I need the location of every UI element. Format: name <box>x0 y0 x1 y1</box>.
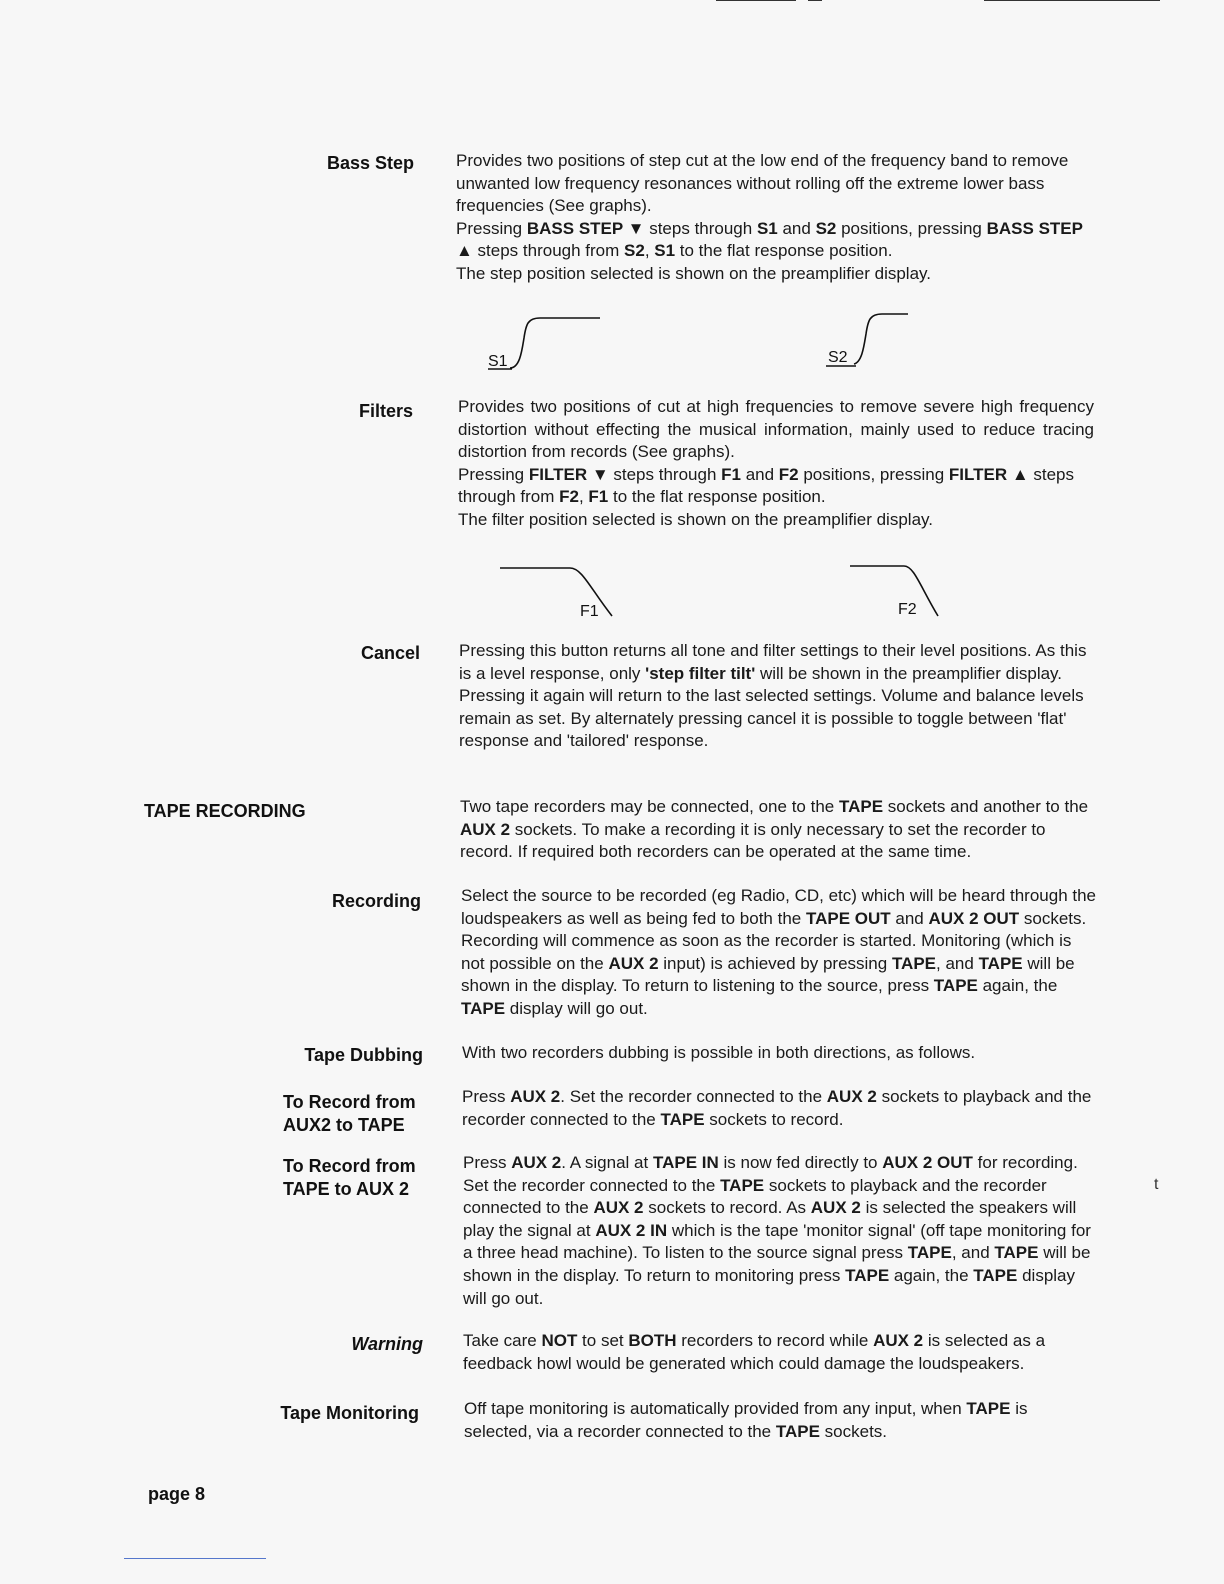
bold-term: FILTER ▼ <box>528 464 609 484</box>
bold-term: AUX 2 <box>826 1087 877 1106</box>
footer-rule <box>124 1558 266 1559</box>
bold-term: TAPE <box>891 953 937 973</box>
tape-dubbing-description: With two recorders dubbing is possible in both directions, as follows. <box>462 1043 976 1062</box>
bold-term: TAPE <box>660 1109 705 1129</box>
bold-term: AUX 2 IN <box>595 1220 668 1240</box>
recording-label: Recording <box>331 891 421 911</box>
cancel-label: Cancel <box>360 643 420 663</box>
warning-description: Take care NOT to set BOTH recorders to record while AUX 2 is selected as a feedback howl would be generated which could damage the loudspeakers. <box>463 1331 1046 1373</box>
bold-term: F1 <box>588 487 609 507</box>
tape-dubbing-label: Tape Dubbing <box>304 1045 423 1065</box>
bold-term: S2 <box>624 241 645 261</box>
bold-term: F1 <box>721 464 741 484</box>
tape-to-aux2-label: To Record from TAPE to AUX 2 <box>283 1156 416 1199</box>
tape-recording-heading: TAPE RECORDING <box>144 801 306 821</box>
filters-description: Provides two positions of cut at high frequencies to remove severe high frequency distortion without effecting the musical information, mainly used to reduce tracing distortion from records (See graphs). Pressing FILTER ▼ steps through F1 and F2 positions, pressing FILTER ▲ steps through from F2, F1 to the flat response position. The filter position selected is shown on the preamplifier display. <box>458 397 1094 529</box>
filter-f2-graph <box>846 556 956 620</box>
bold-term: TAPE <box>775 1421 820 1441</box>
page-number: page 8 <box>148 1484 206 1504</box>
f2-curve <box>850 566 938 616</box>
bold-term: TAPE <box>720 1175 765 1195</box>
s2-graph-label: S2 <box>828 349 848 366</box>
s2-curve <box>854 314 908 364</box>
scan-edge-line <box>808 0 822 1</box>
aux2-to-tape-label: To Record from AUX2 to TAPE <box>283 1092 416 1135</box>
f2-graph-label: F2 <box>898 601 917 618</box>
filters-label: Filters <box>358 401 413 421</box>
tape-to-aux2-description: Press AUX 2. A signal at TAPE IN is now fed directly to AUX 2 OUT for recording. Set the recorder connected to the TAPE sockets to playback and the recorder connected to the AUX 2 sockets to record. As AUX 2 is selected the speakers will play the signal at AUX 2 IN which is the tape 'monitor signal' (off tape monitoring for a three head machine). To listen to the source signal press TAPE, and TAPE will be shown in the display. To return to monitoring press TAPE again, the TAPE display will go out. <box>463 1153 1091 1308</box>
bass-step-s2-graph <box>822 306 922 370</box>
recording-description: Select the source to be recorded (eg Radio, CD, etc) which will be heard through the loudspeakers as well as being fed to both the TAPE OUT and AUX 2 OUT sockets. Recording will commence as soon as the recorder is started. Monitoring (which is not possible on the AUX 2 input) is achieved by pressing TAPE, and TAPE will be shown in the display. To return to listening to the source, press TAPE again, the TAPE display will go out. <box>461 886 1097 1018</box>
bass-step-s1-graph <box>484 310 614 374</box>
bold-term: TAPE <box>845 1265 890 1285</box>
bold-term: BASS STEP ▲ <box>456 218 1083 261</box>
tape-monitoring-label: Tape Monitoring <box>280 1403 419 1423</box>
bold-term: AUX 2 <box>810 1198 861 1218</box>
f1-graph-label: F1 <box>580 603 599 620</box>
bold-term: TAPE <box>461 998 506 1018</box>
bold-term: F2 <box>559 487 579 507</box>
bold-term: TAPE <box>838 797 884 816</box>
s1-graph-label: S1 <box>488 353 508 370</box>
bold-term: NOT <box>541 1331 578 1350</box>
bold-term: 'step filter tilt' <box>645 663 756 683</box>
warning-label: Warning <box>351 1334 423 1354</box>
tape-recording-intro: Two tape recorders may be connected, one to the TAPE sockets and another to the AUX 2 sockets. To make a recording it is only necessary to set the recorder to record. If required both recorders can be operated at the same time. <box>460 797 1089 862</box>
bold-term: TAPE <box>994 1243 1039 1263</box>
bold-term: TAPE <box>933 976 978 996</box>
bold-term: AUX 2 <box>593 1198 644 1218</box>
scan-edge-line <box>984 0 1160 1</box>
scan-artifact-mark: t <box>1154 1176 1159 1193</box>
cancel-description: Pressing this button returns all tone and filter settings to their level positions. As this is a level response, only 'step filter tilt' will be shown in the preamplifier display. Pressing it again will return to the last selected settings. Volume and balance levels remain as set. By alternately pressing cancel it is possible to toggle between 'flat' response and 'tailored' response. <box>459 641 1087 751</box>
bass-step-label: Bass Step <box>326 153 414 173</box>
bold-term: S2 <box>815 218 837 238</box>
bold-term: TAPE OUT <box>805 908 891 928</box>
bold-term: TAPE <box>966 1399 1011 1418</box>
bold-term: TAPE <box>973 1265 1018 1285</box>
scan-edge-line <box>716 0 796 1</box>
bold-term: TAPE <box>907 1243 952 1263</box>
bold-term: FILTER ▲ <box>948 464 1029 484</box>
bold-term: TAPE <box>978 953 1023 973</box>
bold-term: S1 <box>654 241 676 261</box>
filter-f1-graph <box>496 558 626 622</box>
bass-step-description: Provides two positions of step cut at the low end of the frequency band to remove unwanted low frequency resonances without rolling off the extreme lower bass frequencies (See graphs). Pressing BASS STEP ▼ steps through S1 and S2 positions, pressing BASS STEP ▲ steps through from S2, S1 to the flat response position. The step position selected is shown on the preamplifier display. <box>456 151 1083 283</box>
aux2-to-tape-description: Press AUX 2. Set the recorder connected to the AUX 2 sockets to playback and the recorder connected to the TAPE sockets to record. <box>462 1087 1092 1129</box>
bold-term: AUX 2 OUT <box>928 908 1020 928</box>
bold-term: AUX 2 <box>460 819 511 839</box>
bold-term: AUX 2 <box>511 1153 562 1172</box>
bold-term: AUX 2 OUT <box>882 1153 973 1172</box>
bold-term: AUX 2 <box>608 953 659 973</box>
tape-monitoring-description: Off tape monitoring is automatically provided from any input, when TAPE is selected, via a recorder connected to the TAPE sockets. <box>464 1399 1028 1441</box>
bold-term: AUX 2 <box>873 1331 924 1350</box>
bold-term: BOTH <box>628 1331 677 1350</box>
s1-curve <box>510 318 600 368</box>
bold-term: TAPE IN <box>652 1153 719 1172</box>
bold-term: S1 <box>756 218 778 238</box>
bold-term: F2 <box>778 464 799 484</box>
bold-term: AUX 2 <box>510 1087 561 1106</box>
bold-term: BASS STEP ▼ <box>526 218 645 238</box>
